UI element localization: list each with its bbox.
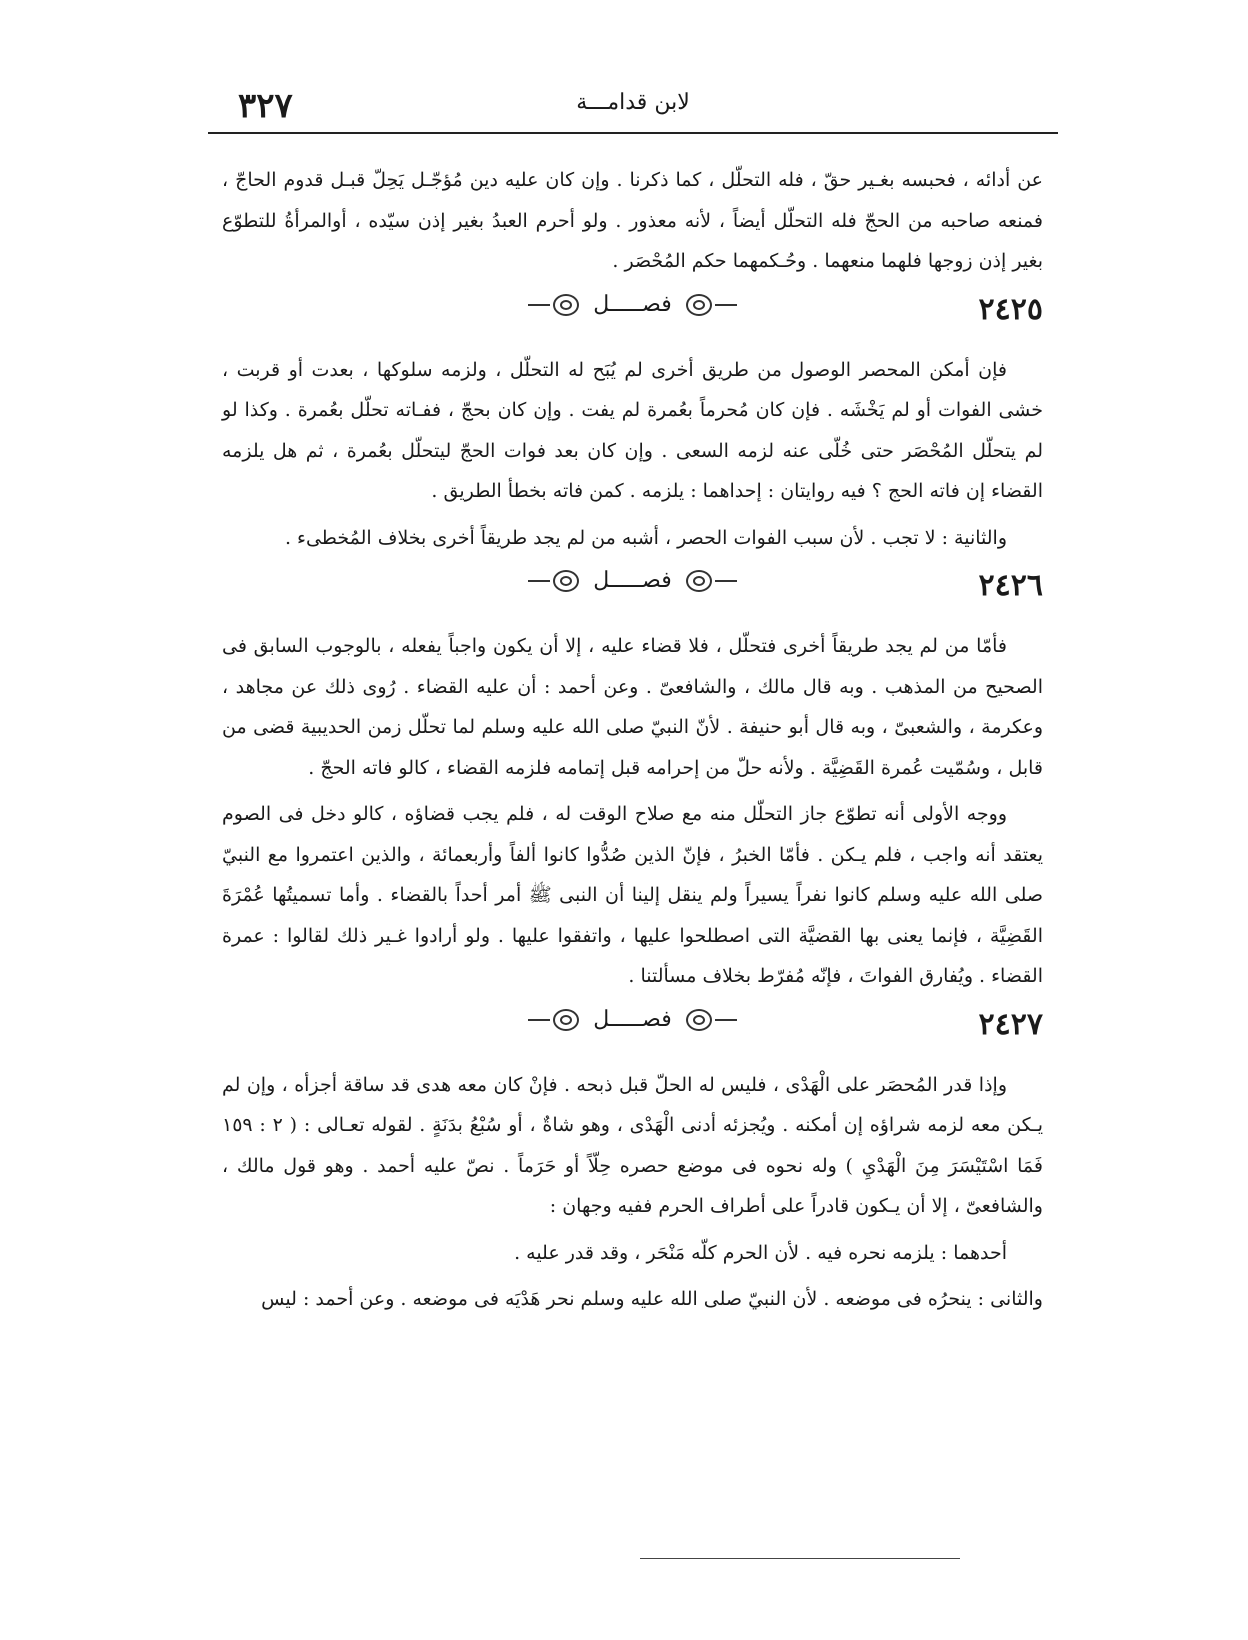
paragraph: عن أدائه ، فحبسه بغـير حقّ ، فله التحلّل ، كما ذكرنا . وإن كان عليه دين مُؤجّـل يَحِلّ قبـل قدوم الحاجّ ، فمنعه صاحبه من الحجّ فله التحلّل أيضاً ، لأنه معذور . ولو أحرم العبدُ بغير إذن سيّده ، أوالمرأةُ للتطوّع بغير إذن زوجها فلهما منعهما . وحُـكمهما حكم المُحْصَر . (222, 169, 1043, 272)
page-header (208, 86, 1058, 130)
section-number: ٢٤٢٧ (978, 1006, 1043, 1042)
page-body (222, 160, 1043, 1326)
section-heading (222, 564, 1043, 616)
section-title (222, 292, 1043, 317)
running-title: لابن قدامـــة (576, 90, 690, 115)
paragraph: وإذا قدر المُحصَر على الْهَدْى ، فليس له الحلّ قبل ذبحه . فإنْ كان معه هدى قد ساقة أجزأه ، وإن لم يـكن معه لزمه شراؤه إن أمكنه . ويُجزئه أدنى الْهَدْى ، وهو شاةٌ ، أو سُبْعُ بدَنَةٍ . لقوله تعـالى : ( ٢ : ١٥٩ فَمَا اسْتَيْسَرَ مِنَ الْهَدْيِ ) وله نحوه فى موضع حصره حِلّاً أو حَرَماً . نصّ عليه أحمد . وهو قول مالك ، والشافعىّ ، إلا أن يـكون قادراً على أطراف الحرم ففيه وجهان : (222, 1073, 1043, 1217)
ornament-icon (686, 570, 712, 592)
section-title (222, 568, 1043, 593)
paragraph: فإن أمكن المحصر الوصول من طريق أخرى لم يُبَح له التحلّل ، ولزمه سلوكها ، بعدت أو قربت ، خشى الفوات أو لم يَخْشَه . فإن كان مُحرماً بعُمرة لم يفت . وإن كان بحجّ ، ففـاته تحلّل بعُمرة . وكذا لو لم يتحلّل المُحْصَر حتى خُلّى عنه لزمه السعى . وإن كان بعد فوات الحجّ ليتحلّل بعُمرة ، ثم هل يلزمه القضاء إن فاته الحج ؟ فيه روايتان : إحداهما : يلزمه . كمن فاته بخطأ الطريق . (222, 358, 1043, 502)
ornament-dash (715, 1019, 737, 1021)
footer-divider (640, 1558, 960, 1559)
ornament-dash (528, 1019, 550, 1021)
section-title (222, 1007, 1043, 1032)
ornament-icon (553, 294, 579, 316)
paragraph: والثانية : لا تجب . لأن سبب الفوات الحصر ، أشبه من لم يجد طريقاً أخرى بخلاف المُخطىء . (284, 526, 1007, 549)
section-label: فصـــــل (593, 291, 672, 317)
section-number: ٢٤٢٥ (978, 291, 1043, 327)
paragraph: أحدهما : يلزمه نحره فيه . لأن الحرم كلّه مَنْحَر ، وقد قدر عليه . (514, 1241, 1007, 1264)
ornament-icon (553, 1009, 579, 1031)
section-heading (222, 1003, 1043, 1055)
ornament-dash (528, 580, 550, 582)
header-divider (208, 132, 1058, 134)
section-label: فصـــــل (593, 1006, 672, 1032)
section-label: فصـــــل (593, 568, 672, 593)
paragraph: والثانى : ينحرُه فى موضعه . لأن النبيّ صلى الله عليه وسلم نحر هَدْيَه فى موضعه . وعن أحمد : ليس (261, 1288, 1043, 1310)
ornament-icon (686, 294, 712, 316)
ornament-dash (715, 580, 737, 582)
ornament-icon (553, 570, 579, 592)
ornament-icon (686, 1009, 712, 1031)
section-number: ٢٤٢٦ (978, 568, 1043, 603)
page-number: ٣٢٧ (238, 86, 293, 126)
paragraph: ووجه الأولى أنه تطوّع جاز التحلّل منه مع صلاح الوقت له ، فلم يجب قضاؤه ، كالو دخل فى الصوم يعتقد أنه واجب ، فلم يـكن . فأمّا الخبرُ ، فإنّ الذين صُدُّوا كانوا ألفاً وأربعمائة ، والذين اعتمروا مع النبيّ صلى الله عليه وسلم كانوا نفراً يسيراً ولم ينقل إلينا أن النبى ﷺ أمر أحداً بالقضاء . وأما تسميتُها عُمْرَةَ القَضِيَّة ، فإنما يعنى بها القضيَّة التى اصطلحوا عليها ، واتفقوا عليها . ولو أرادوا غـير ذلك لقالوا : عمرة القضاء . ويُفارق الفواتَ ، فإنّه مُفرّط بخلاف مسألتنا . (222, 803, 1043, 987)
paragraph: فأمّا من لم يجد طريقاً أخرى فتحلّل ، فلا قضاء عليه ، إلا أن يكون واجباً يفعله ، بالوجوب السابق فى الصحيح من المذهب . وبه قال مالك ، والشافعىّ . وعن أحمد : أن عليه القضاء . رُوى ذلك عن مجاهد ، وعكرمة ، والشعبىّ ، وبه قال أبو حنيفة . لأنّ النبيّ صلى الله عليه وسلم لما تحلّل زمن الحديبية قضى من قابل ، وسُمّيت عُمرة القَضِيَّة . ولأنه حلّ من إحرامه قبل إتمامه فلزمه القضاء ، كالو فاته الحجّ . (222, 635, 1043, 779)
section-heading (222, 288, 1043, 340)
ornament-dash (528, 304, 550, 306)
ornament-dash (715, 304, 737, 306)
